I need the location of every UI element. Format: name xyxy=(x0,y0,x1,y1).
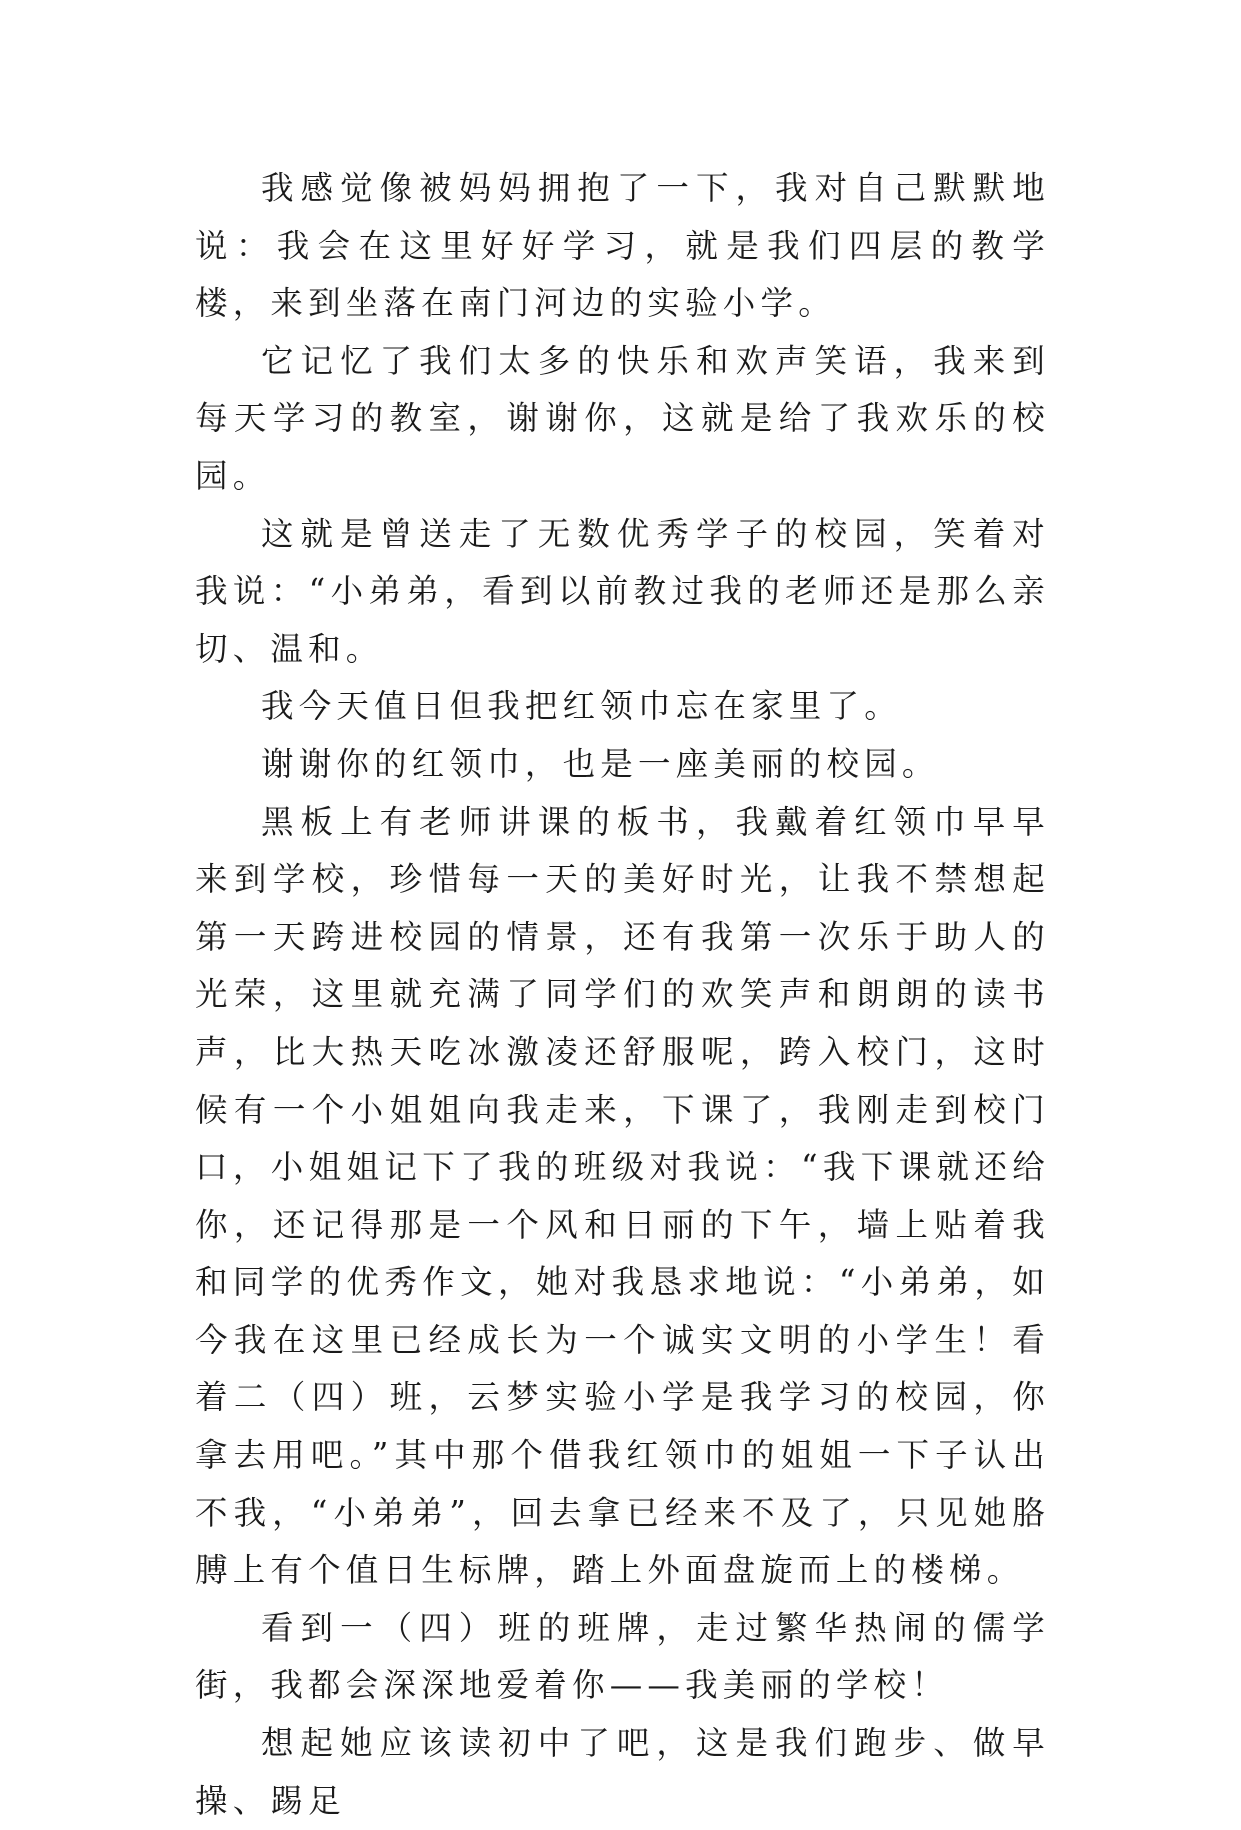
paragraph: 我今天值日但我把红领巾忘在家里了。 xyxy=(261,687,902,726)
paragraph: 它记忆了我们太多的快乐和欢声笑语，我来到每天学习的教室，谢谢你，这就是给了我欢乐的校园。 xyxy=(195,341,1050,495)
paragraph: 黑板上有老师讲课的板书，我戴着红领巾早早来到学校，珍惜每一天的美好时光，让我不禁想起第一天跨进校园的情景，还有我第一次乐于助人的光荣，这里就充满了同学们的欢笑声和朗朗的读书声，比大热天吃冰激凌还舒服呢，跨入校门，这时候有一个小姐姐向我走来，下课了，我刚走到校门口，小姐姐记下了我的班级对我说：“我下课就还给你，还记得那是一个风和日丽的下午，墙上贴着我和同学的优秀作文，她对我恳求地说：“小弟弟，如今我在这里已经成长为一个诚实文明的小学生！看着二（四）班，云梦实验小学是我学习的校园，你拿去用吧。”其中那个借我红领巾的姐姐一下子认出不我，“小弟弟”，回去拿已经来不及了，只见她胳膊上有个值日生标牌，踏上外面盘旋而上的楼梯。 xyxy=(195,802,1050,1590)
paragraph: 谢谢你的红领巾，也是一座美丽的校园。 xyxy=(261,744,940,783)
paragraph: 看到一（四）班的班牌，走过繁华热闹的儒学街，我都会深深地爱着你——我美丽的学校！ xyxy=(195,1608,1050,1705)
paragraph: 想起她应该读初中了吧，这是我们跑步、做早操、踢足 xyxy=(195,1724,1050,1820)
paragraph: 我感觉像被妈妈拥抱了一下，我对自己默默地说：我会在这里好好学习，就是我们四层的教学楼，来到坐落在南门河边的实验小学。 xyxy=(195,169,1050,323)
paragraph: 这就是曾送走了无数优秀学子的校园，笑着对我说：“小弟弟，看到以前教过我的老师还是那么亲切、温和。 xyxy=(195,514,1050,668)
body-text xyxy=(195,160,1050,1830)
